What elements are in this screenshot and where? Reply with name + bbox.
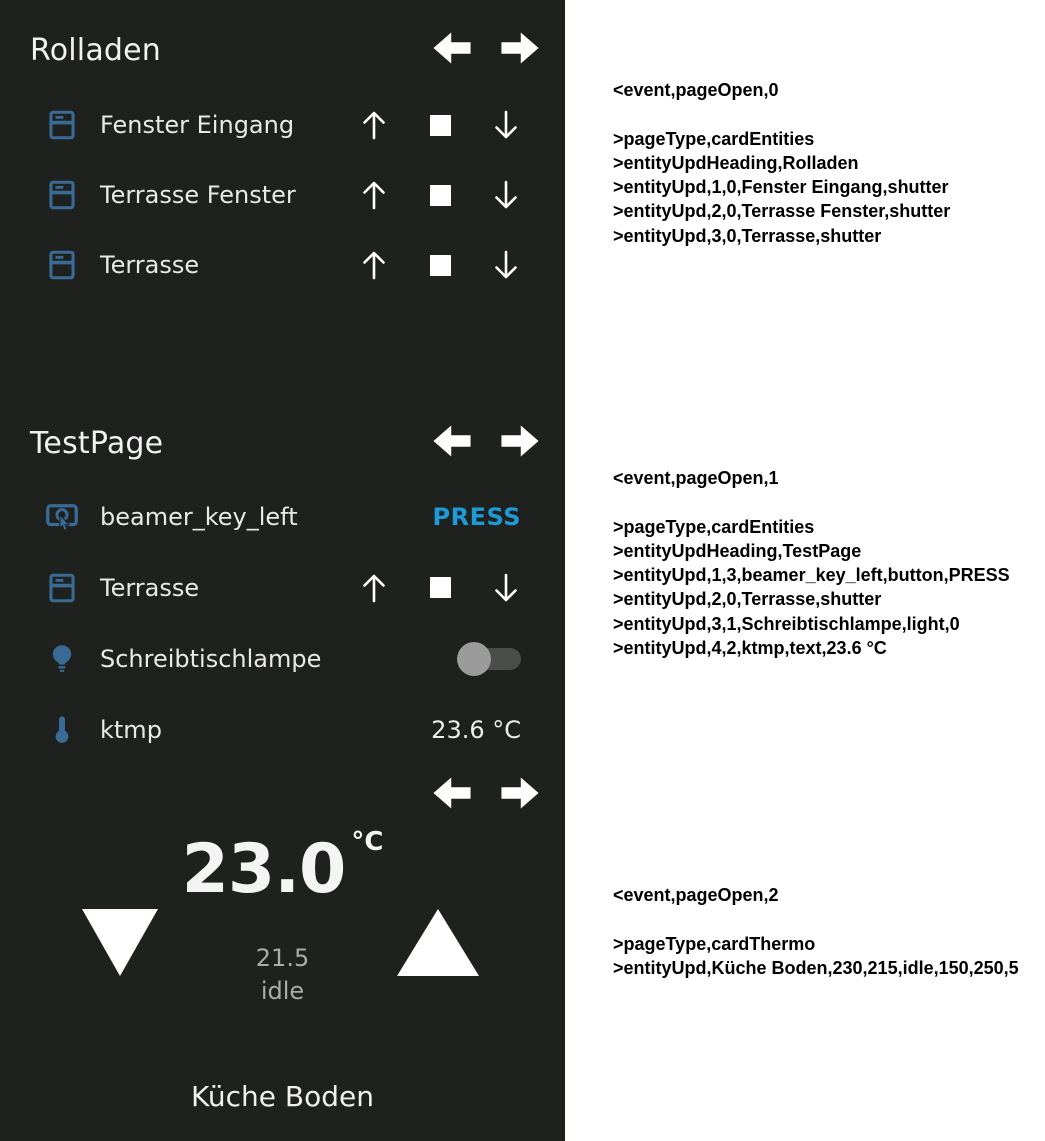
entity-label: ktmp	[100, 715, 162, 744]
shutter-controls	[359, 570, 521, 606]
log-line: >entityUpd,1,3,beamer_key_left,button,PRESS	[613, 565, 1010, 586]
arrow-right-icon	[499, 31, 541, 69]
log-line: >entityUpd,Küche Boden,230,215,idle,150,250,5	[613, 957, 1019, 978]
card-rolladen-header	[30, 24, 541, 76]
arrow-right-icon	[499, 776, 541, 814]
log-block-page2	[613, 883, 1043, 980]
log-line: <event,pageOpen,1	[613, 468, 779, 488]
nav-right-button[interactable]	[499, 776, 541, 814]
window-shutter-icon	[44, 571, 80, 605]
nav-left-button[interactable]	[431, 776, 473, 814]
entity-row-fenster-eingang	[0, 90, 565, 160]
arrow-left-icon	[431, 776, 473, 814]
shutter-up-button[interactable]	[359, 177, 389, 213]
log-line: >entityUpd,2,0,Terrasse,shutter	[613, 589, 882, 610]
toggle-knob	[457, 642, 491, 676]
log-line: >pageType,cardThermo	[613, 933, 816, 954]
thermometer-icon	[44, 713, 80, 747]
card-testpage-header	[30, 417, 541, 469]
press-button[interactable]: PRESS	[432, 502, 521, 531]
shutter-up-button[interactable]	[359, 247, 389, 283]
entity-row-terrasse-fenster	[0, 160, 565, 230]
arrow-left-icon	[431, 424, 473, 462]
log-line: >entityUpdHeading,Rolladen	[613, 152, 859, 173]
entity-label: Terrasse Fenster	[100, 181, 296, 209]
entity-row-terrasse	[0, 552, 565, 623]
nav-right-button[interactable]	[499, 424, 541, 462]
current-temp-value: 23.0	[181, 830, 346, 909]
page-nav	[431, 776, 541, 814]
log-line: >pageType,cardEntities	[613, 128, 815, 149]
arrow-left-icon	[431, 31, 473, 69]
window-shutter-icon	[44, 178, 80, 212]
shutter-down-button[interactable]	[491, 570, 521, 606]
log-line: >entityUpd,2,0,Terrasse Fenster,shutter	[613, 201, 951, 222]
log-block-page1	[613, 466, 1043, 660]
stop-square-icon	[430, 185, 451, 206]
light-toggle[interactable]	[457, 641, 521, 677]
shutter-controls	[359, 107, 521, 143]
shutter-stop-button[interactable]	[425, 570, 455, 606]
entity-label: beamer_key_left	[100, 502, 298, 531]
window-shutter-icon	[44, 108, 80, 142]
thermo-name: Küche Boden	[190, 1080, 375, 1113]
shutter-stop-button[interactable]	[425, 247, 455, 283]
entity-row-schreibtischlampe	[0, 623, 565, 694]
entity-label: Terrasse	[100, 251, 200, 279]
shutter-up-button[interactable]	[359, 570, 389, 606]
shutter-down-button[interactable]	[491, 247, 521, 283]
window-shutter-icon	[44, 248, 80, 282]
stop-square-icon	[430, 577, 451, 598]
entity-row-terrasse	[0, 230, 565, 300]
log-block-page0	[613, 78, 1043, 248]
page-title: Rolladen	[30, 32, 162, 68]
shutter-controls	[359, 177, 521, 213]
log-line: >entityUpdHeading,TestPage	[613, 540, 862, 561]
shutter-up-button[interactable]	[359, 107, 389, 143]
current-temp-unit: °C	[351, 827, 384, 857]
card-rolladen-rows	[0, 90, 565, 300]
log-line: >pageType,cardEntities	[613, 516, 815, 537]
shutter-stop-button[interactable]	[425, 107, 455, 143]
page-nav	[431, 31, 541, 69]
log-line: >entityUpd,3,0,Terrasse,shutter	[613, 225, 882, 246]
page-title: TestPage	[30, 425, 164, 461]
stop-square-icon	[430, 255, 451, 276]
shutter-down-button[interactable]	[491, 177, 521, 213]
entity-label: Fenster Eingang	[100, 111, 295, 139]
entity-row-ktmp	[0, 694, 565, 765]
nav-left-button[interactable]	[431, 424, 473, 462]
log-line: >entityUpd,3,1,Schreibtischlampe,light,0	[613, 613, 960, 634]
entity-label: Schreibtischlampe	[100, 644, 322, 673]
sensor-value: 23.6 °C	[431, 715, 521, 744]
log-line: >entityUpd,1,0,Fenster Eingang,shutter	[613, 177, 949, 198]
log-line: >entityUpd,4,2,ktmp,text,23.6 °C	[613, 638, 887, 659]
card-testpage-rows	[0, 481, 565, 765]
nav-right-button[interactable]	[499, 31, 541, 69]
log-line	[613, 907, 1043, 931]
log-line: <event,pageOpen,2	[613, 885, 779, 905]
entity-row-beamer-key-left	[0, 481, 565, 552]
lightbulb-icon	[44, 642, 80, 676]
gesture-tap-button-icon	[44, 498, 80, 536]
shutter-controls	[359, 247, 521, 283]
shutter-down-button[interactable]	[491, 107, 521, 143]
page-nav	[431, 424, 541, 462]
thermo-state: idle	[260, 977, 305, 1005]
entity-label: Terrasse	[100, 573, 200, 602]
log-line	[613, 490, 1043, 514]
thermo-current-temperature	[0, 827, 565, 909]
nav-left-button[interactable]	[431, 31, 473, 69]
shutter-stop-button[interactable]	[425, 177, 455, 213]
stop-square-icon	[430, 115, 451, 136]
log-line	[613, 102, 1043, 126]
thermo-target-temp: 21.5	[255, 944, 310, 972]
log-line: <event,pageOpen,0	[613, 80, 779, 100]
arrow-right-icon	[499, 424, 541, 462]
